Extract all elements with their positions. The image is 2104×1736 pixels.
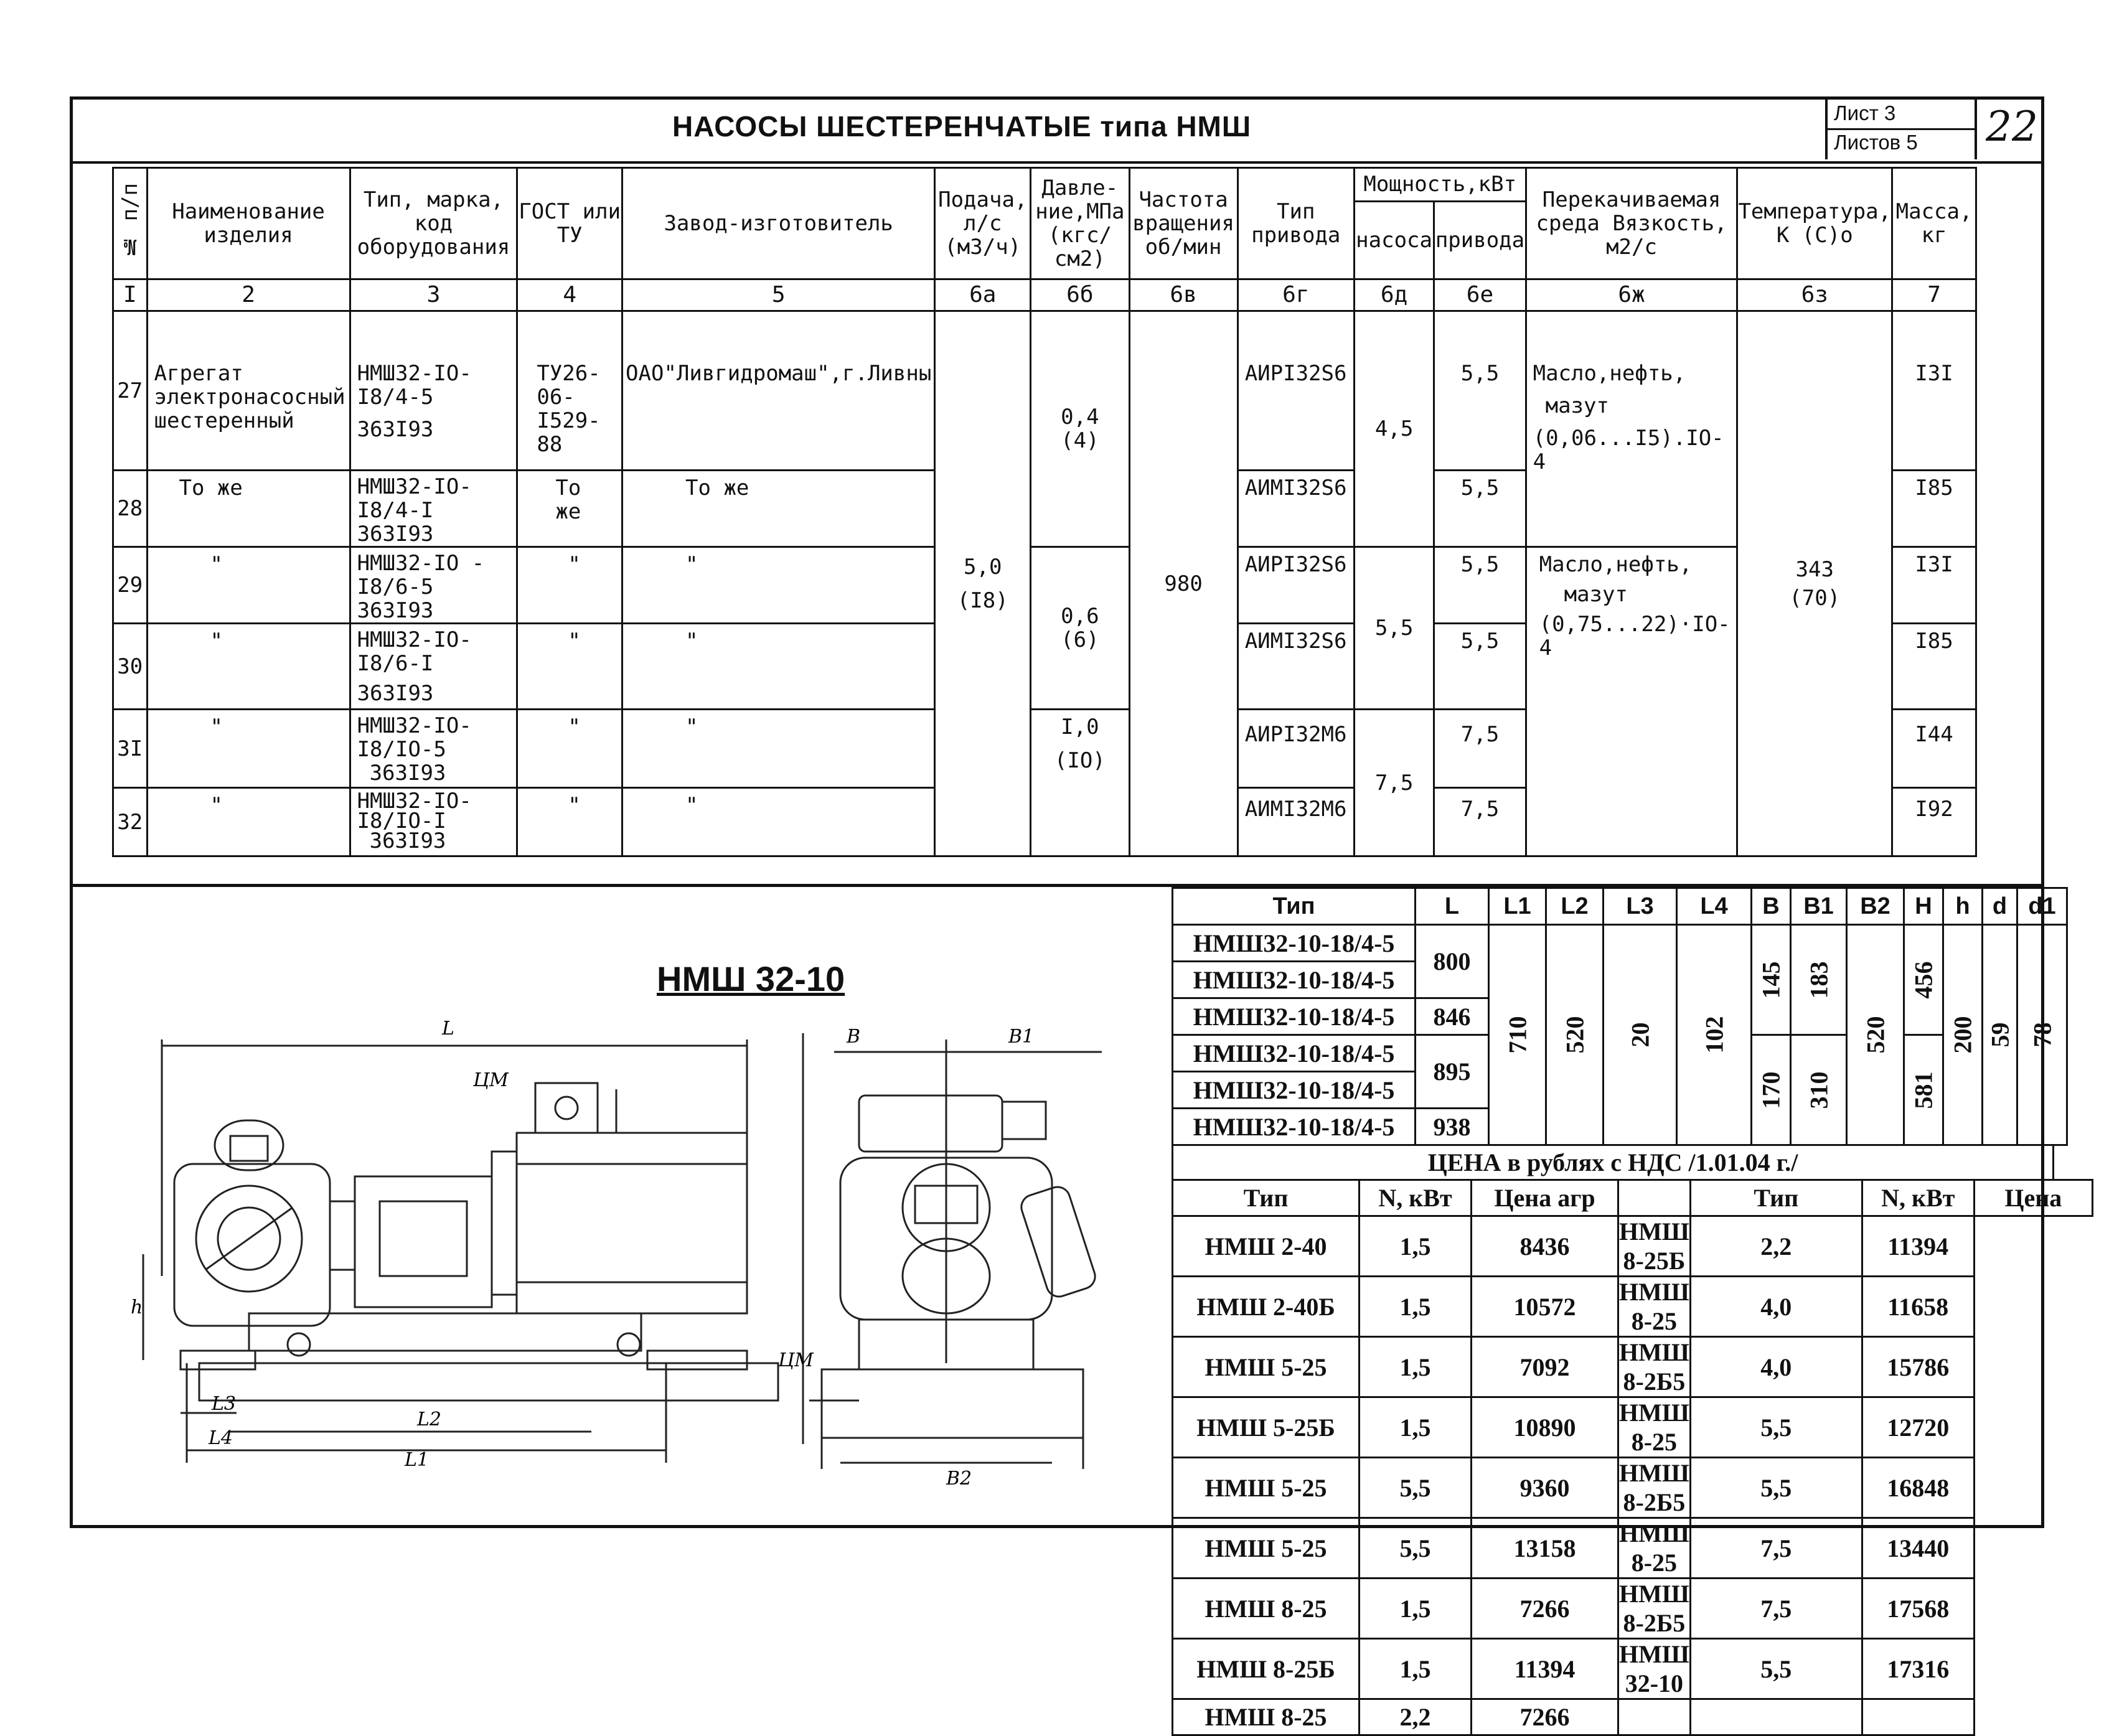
row-number: 28 (113, 471, 148, 547)
price-power: 5,5 (1690, 1458, 1862, 1518)
medium-cell (1526, 547, 1737, 856)
dim-header: h (1943, 888, 1983, 925)
dim-header: Тип (1173, 888, 1416, 925)
dim-B-value: 145 (1757, 961, 1785, 998)
price-power: 1,5 (1360, 1337, 1472, 1397)
col-num: 6в (1129, 279, 1238, 311)
row-name: " (147, 547, 350, 624)
pressure-cell (1031, 311, 1129, 547)
sheet-divider (1825, 128, 1975, 130)
dim-type: НМШ32-10-18/4-5 (1173, 1072, 1416, 1109)
price-power: 1,5 (1360, 1397, 1472, 1458)
col-num: 5 (622, 279, 935, 311)
price-power: 2,2 (1360, 1699, 1472, 1735)
motor (517, 1133, 747, 1313)
price-value: 7266 (1472, 1699, 1618, 1735)
price-value: 13158 (1472, 1518, 1618, 1579)
price-type: НМШ 8-25Б (1173, 1639, 1360, 1699)
dim-L3 (1604, 925, 1677, 1145)
dim-d (1983, 925, 2017, 1145)
medium-text: мазут (1545, 393, 1609, 418)
dim-L1 (1489, 925, 1546, 1145)
dim-label: ЦМ (473, 1069, 509, 1091)
dim-H-value: 581 (1909, 1071, 1938, 1109)
row-maker: " (622, 624, 935, 710)
row-drive: АИРI32S6 (1238, 547, 1354, 624)
col-num: 6ж (1526, 279, 1737, 311)
row-type (350, 624, 517, 710)
header-gost: ГОСТ или ТУ (517, 168, 622, 279)
row-drive-power: 5,5 (1434, 471, 1526, 547)
dim-label: B (847, 1026, 861, 1048)
row-gost: " (517, 624, 622, 710)
dim-label: L2 (417, 1409, 442, 1430)
price-value: 11394 (1472, 1639, 1618, 1699)
row-maker: ОАО"Ливгидромаш",г.Ливны (622, 311, 935, 471)
sheet-count: Листов 5 (1834, 131, 1918, 154)
pressure-cell (1031, 547, 1129, 710)
dim-header: B2 (1847, 888, 1904, 925)
dim-label: B2 (946, 1468, 972, 1490)
speed-cell: 980 (1129, 311, 1238, 856)
row-drive-power: 7,5 (1434, 710, 1526, 788)
row-number: 32 (113, 788, 148, 856)
base-front (822, 1369, 1083, 1438)
type-code: НМШ32-IO-I8/4-I (357, 474, 472, 523)
price-type: НМШ 2-40 (1173, 1216, 1360, 1277)
row-number: 3I (113, 710, 148, 788)
pump-drawing (106, 1015, 1139, 1500)
dim-header: d (1983, 888, 2017, 925)
row-number: 29 (113, 547, 148, 624)
dim-label: L (442, 1018, 454, 1039)
dim-B1 (1791, 925, 1847, 1035)
col-num: 6д (1354, 279, 1434, 311)
header-pressure: Давле-ние,МПа (кгс/см2) (1031, 168, 1129, 279)
row-maker: " (622, 710, 935, 788)
price-type: НМШ 8-2Б5 (1618, 1458, 1691, 1518)
price-value: 15786 (1862, 1337, 1974, 1397)
type-code: НМШ32-IO -I8/6-5 (357, 551, 485, 599)
dim-label: B1 (1008, 1026, 1035, 1048)
column-number-row (113, 279, 1976, 311)
row-maker: То же (622, 471, 935, 547)
row-drive: АИМI32S6 (1238, 624, 1354, 710)
table-header-row (113, 168, 1976, 202)
row-mass: I3I (1892, 547, 1976, 624)
price-row (1173, 1216, 2093, 1277)
okp-code: 363I93 (369, 828, 446, 853)
price-row (1173, 1397, 2093, 1458)
price-type: НМШ 2-40Б (1173, 1277, 1360, 1337)
row-maker: " (622, 547, 935, 624)
price-type: НМШ 5-25Б (1173, 1397, 1360, 1458)
row-mass: I85 (1892, 471, 1976, 547)
row-type (350, 471, 517, 547)
price-value: 10572 (1472, 1277, 1618, 1337)
row-drive-power: 5,5 (1434, 311, 1526, 471)
row-drive-power: 5,5 (1434, 624, 1526, 710)
dim-header: L2 (1546, 888, 1604, 925)
price-power (1690, 1699, 1862, 1735)
row-name: Агрегат электронасосный шестеренный (147, 311, 350, 471)
dim-L4 (1677, 925, 1752, 1145)
okp-code: 363I93 (357, 598, 434, 623)
table-row (1173, 925, 2067, 962)
row-number: 27 (113, 311, 148, 471)
row-type (350, 788, 517, 856)
header-temp: Температура, К (С)о (1737, 168, 1892, 279)
model-title: НМШ 32-10 (657, 959, 845, 998)
pressure-value: I,0 (1061, 715, 1099, 739)
pressure-value-kgf: (4) (1061, 428, 1099, 453)
sheet-number: Лист 3 (1834, 101, 1896, 124)
price-type: НМШ 5-25 (1173, 1518, 1360, 1579)
col-num: 6б (1031, 279, 1129, 311)
dim-L2 (1546, 925, 1604, 1145)
dim-header: B (1752, 888, 1791, 925)
dim-B1-value: 310 (1805, 1071, 1833, 1109)
price-type: НМШ 8-25 (1173, 1579, 1360, 1639)
row-name: " (147, 788, 350, 856)
dim-type: НМШ32-10-18/4-5 (1173, 962, 1416, 998)
dim-type: НМШ32-10-18/4-5 (1173, 925, 1416, 962)
dim-label: L4 (209, 1427, 233, 1449)
row-mass: I44 (1892, 710, 1976, 788)
price-power: 1,5 (1360, 1277, 1472, 1337)
price-type: НМШ 8-25 (1618, 1518, 1691, 1579)
price-power: 1,5 (1360, 1216, 1472, 1277)
dim-type: НМШ32-10-18/4-5 (1173, 1035, 1416, 1072)
price-table-title: ЦЕНА в рублях с НДС /1.01.04 г./ (1172, 1145, 2054, 1180)
price-row (1173, 1337, 2093, 1397)
price-type: НМШ 5-25 (1173, 1337, 1360, 1397)
dim-label: L3 (212, 1393, 237, 1415)
dim-header: L (1416, 888, 1489, 925)
dim-L3-value: 20 (1626, 1022, 1654, 1048)
dim-B1-value: 183 (1805, 961, 1833, 998)
price-row (1173, 1458, 2093, 1518)
row-drive: АИМI32M6 (1238, 788, 1354, 856)
price-header: Тип (1173, 1180, 1360, 1216)
price-power: 1,5 (1360, 1579, 1472, 1639)
price-type: НМШ 8-25 (1618, 1397, 1691, 1458)
dimension-table (1172, 887, 2068, 1146)
row-gost: " (517, 547, 622, 624)
price-value: 12720 (1862, 1397, 1974, 1458)
dim-header: L4 (1677, 888, 1752, 925)
col-num: 7 (1892, 279, 1976, 311)
pump-power-cell: 4,5 (1354, 311, 1434, 547)
price-header: Тип (1690, 1180, 1862, 1216)
pump-body (174, 1164, 330, 1326)
price-power: 2,2 (1690, 1216, 1862, 1277)
medium-text: мазут (1564, 582, 1628, 607)
row-type (350, 311, 517, 471)
pressure-cell (1031, 710, 1129, 856)
price-header: Цена (1974, 1180, 2092, 1216)
price-header: N, кВт (1862, 1180, 1974, 1216)
page-number: 22 (1986, 103, 2038, 151)
row-drive-power: 5,5 (1434, 547, 1526, 624)
price-type: НМШ 8-25 (1173, 1699, 1360, 1735)
price-power: 5,5 (1690, 1639, 1862, 1699)
dim-h (1943, 925, 1983, 1145)
table-row (113, 547, 1976, 624)
col-num: I (113, 279, 148, 311)
equipment-table (112, 167, 1977, 857)
row-mass: I85 (1892, 624, 1976, 710)
row-maker: " (622, 788, 935, 856)
dim-d1 (2017, 925, 2067, 1145)
price-type: НМШ 8-2Б5 (1618, 1337, 1691, 1397)
col-num: 6г (1238, 279, 1354, 311)
price-value: 7092 (1472, 1337, 1618, 1397)
price-header: Цена агр (1472, 1180, 1618, 1216)
price-value: 10890 (1472, 1397, 1618, 1458)
pressure-value: 0,4 (1061, 405, 1099, 429)
dim-L4-value: 102 (1700, 1016, 1728, 1054)
price-value: 7266 (1472, 1579, 1618, 1639)
dim-d1-value: 78 (2028, 1022, 2056, 1048)
row-number: 30 (113, 624, 148, 710)
row-gost: " (517, 788, 622, 856)
row-name: " (147, 624, 350, 710)
dim-header: B1 (1791, 888, 1847, 925)
flow-cell (935, 311, 1031, 856)
price-type: НМШ 5-25 (1173, 1458, 1360, 1518)
dim-B-value: 170 (1757, 1071, 1785, 1109)
dim-H (1904, 1035, 1943, 1145)
price-value: 17568 (1862, 1579, 1974, 1639)
price-power: 5,5 (1360, 1518, 1472, 1579)
type-code: НМШ32-IO-I8/4-5 (357, 361, 472, 410)
price-value: 11658 (1862, 1277, 1974, 1337)
row-gost: ТУ26-06-I529-88 (517, 311, 622, 471)
dim-H (1904, 925, 1943, 1035)
price-value: 11394 (1862, 1216, 1974, 1277)
header-name: Наименование изделия (147, 168, 350, 279)
flow-value: 5,0 (964, 554, 1002, 579)
dim-label: h (131, 1297, 143, 1318)
price-row (1173, 1639, 2093, 1699)
price-power: 5,5 (1690, 1397, 1862, 1458)
price-type: НМШ 8-25 (1618, 1277, 1691, 1337)
header-medium: Перекачиваемая среда Вязкость, м2/с (1526, 168, 1737, 279)
price-power: 4,0 (1690, 1277, 1862, 1337)
dim-h-value: 200 (1948, 1016, 1977, 1054)
price-type: НМШ 8-25Б (1618, 1216, 1691, 1277)
pressure-value-kgf: (6) (1061, 627, 1099, 652)
row-drive-power: 7,5 (1434, 788, 1526, 856)
col-num: 3 (350, 279, 517, 311)
row-mass: I3I (1892, 311, 1976, 471)
row-drive: АИРI32S6 (1238, 311, 1354, 471)
header-power: Мощность,кВт (1354, 168, 1526, 202)
dim-header-row (1173, 888, 2067, 925)
col-num: 6е (1434, 279, 1526, 311)
col-num: 2 (147, 279, 350, 311)
price-power: 7,5 (1690, 1518, 1862, 1579)
table-row (113, 311, 1976, 471)
price-table (1172, 1179, 2093, 1736)
header-power-drive: привода (1434, 201, 1526, 279)
dim-L: 895 (1416, 1035, 1489, 1109)
header-speed: Частота вращения об/мин (1129, 168, 1238, 279)
header-drive: Тип привода (1238, 168, 1354, 279)
header-maker: Завод-изготовитель (622, 168, 935, 279)
price-value: 9360 (1472, 1458, 1618, 1518)
row-mass: I92 (1892, 788, 1976, 856)
price-row (1173, 1518, 2093, 1579)
col-num: 4 (517, 279, 622, 311)
medium-text: Масло,нефть, (1539, 552, 1693, 577)
dim-B2 (1847, 925, 1904, 1145)
type-code: НМШ32-IO-I8/IO-5 (357, 713, 472, 762)
pump-power-cell: 5,5 (1354, 547, 1434, 710)
price-value: 13440 (1862, 1518, 1974, 1579)
price-value: 16848 (1862, 1458, 1974, 1518)
price-power: 5,5 (1360, 1458, 1472, 1518)
page-box-divider (1975, 100, 1977, 159)
okp-code: 363I93 (357, 681, 434, 706)
pump-power-cell: 7,5 (1354, 710, 1434, 856)
pressure-value-kgf: (IO) (1054, 748, 1106, 773)
dim-B (1752, 1035, 1791, 1145)
row-name: " (147, 710, 350, 788)
temp-value: 343 (1795, 556, 1834, 582)
header-power-pump: насоса (1354, 201, 1434, 279)
row-type (350, 710, 517, 788)
dim-header: H (1904, 888, 1943, 925)
motor-front (859, 1096, 1002, 1152)
header-flow: Подача, л/с (м3/ч) (935, 168, 1031, 279)
dim-B2-value: 520 (1861, 1016, 1889, 1054)
pressure-value: 0,6 (1061, 604, 1099, 629)
row-type (350, 547, 517, 624)
okp-code: 363I93 (357, 417, 434, 442)
dim-B1 (1791, 1035, 1847, 1145)
dim-d-value: 59 (1986, 1022, 2014, 1048)
viscosity-text: (0,75...22)·IO-4 (1539, 612, 1731, 660)
price-gap (1618, 1180, 1691, 1216)
dim-L2-value: 520 (1561, 1016, 1589, 1054)
dim-L: 800 (1416, 925, 1489, 998)
dim-B (1752, 925, 1791, 1035)
price-header: N, кВт (1360, 1180, 1472, 1216)
header-num: № п/п (113, 168, 148, 279)
price-type (1618, 1699, 1691, 1735)
price-row (1173, 1699, 2093, 1735)
row-name: То же (147, 471, 350, 547)
okp-code: 363I93 (357, 522, 434, 547)
temp-cell (1737, 311, 1892, 856)
row-gost: То же (517, 471, 622, 547)
okp-code: 363I93 (369, 761, 446, 786)
type-code: НМШ32-IO-I8/6-I (357, 627, 472, 676)
dim-type: НМШ32-10-18/4-5 (1173, 1109, 1416, 1145)
col-num: 6а (935, 279, 1031, 311)
dim-type: НМШ32-10-18/4-5 (1173, 998, 1416, 1035)
price-power: 1,5 (1360, 1639, 1472, 1699)
price-value: 8436 (1472, 1216, 1618, 1277)
dim-header: L3 (1604, 888, 1677, 925)
price-power: 4,0 (1690, 1337, 1862, 1397)
viscosity-text: (0,06...I5).IO-4 (1533, 426, 1724, 474)
row-drive: АИМI32S6 (1238, 471, 1354, 547)
price-row (1173, 1579, 2093, 1639)
dim-header: L1 (1489, 888, 1546, 925)
price-power: 7,5 (1690, 1579, 1862, 1639)
dim-label: ЦМ (778, 1349, 814, 1371)
price-header-row (1173, 1180, 2093, 1216)
row-drive: АИРI32M6 (1238, 710, 1354, 788)
dim-H-value: 456 (1909, 961, 1938, 998)
type-code: НМШ32-IO-I8/IO-I (357, 789, 472, 833)
dim-L: 938 (1416, 1109, 1489, 1145)
flow-value-m3h: (I8) (957, 588, 1008, 613)
temp-value-c: (70) (1789, 585, 1841, 611)
header-type: Тип, марка, код оборудования (350, 168, 517, 279)
price-type: НМШ 8-2Б5 (1618, 1579, 1691, 1639)
header-mass: Масса, кг (1892, 168, 1976, 279)
medium-text: Масло,нефть, (1533, 361, 1686, 386)
price-type: НМШ 32-10 (1618, 1639, 1691, 1699)
page-title: НАСОСЫ ШЕСТЕРЕНЧАТЫЕ типа НМШ (672, 110, 1252, 143)
dim-L1-value: 710 (1503, 1016, 1531, 1054)
price-row (1173, 1277, 2093, 1337)
dim-label: L1 (405, 1449, 430, 1471)
dim-header: d1 (2017, 888, 2067, 925)
row-gost: " (517, 710, 622, 788)
price-value (1862, 1699, 1974, 1735)
price-value: 17316 (1862, 1639, 1974, 1699)
medium-cell (1526, 311, 1737, 547)
col-num: 6з (1737, 279, 1892, 311)
base-plate (249, 1313, 641, 1351)
dim-L: 846 (1416, 998, 1489, 1035)
